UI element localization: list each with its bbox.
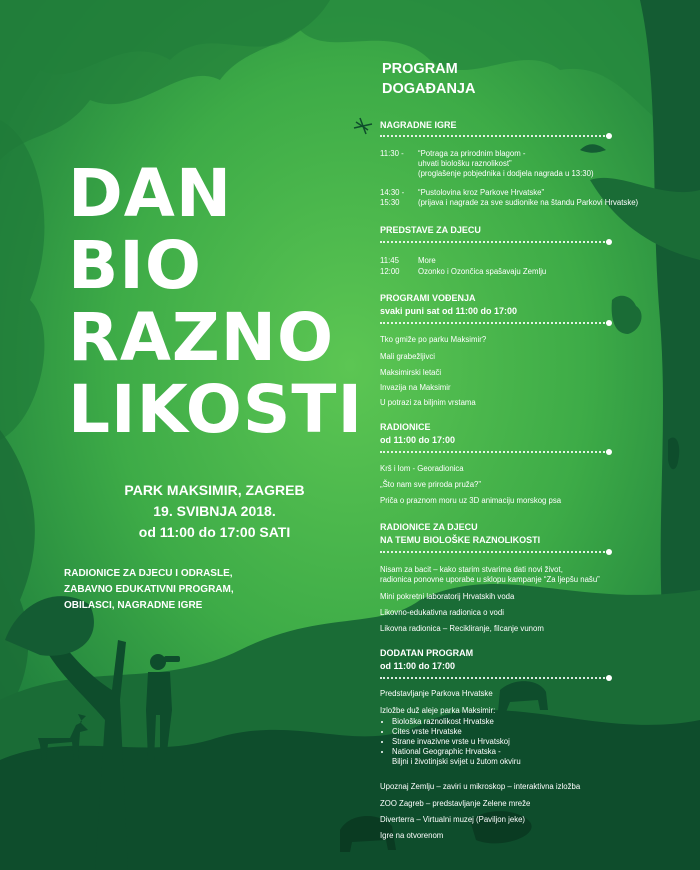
- item-line: Nisam za bacit – kako starim stvarima dati novi život,: [380, 565, 563, 574]
- program-heading-line: PROGRAM: [382, 61, 458, 77]
- section-divider: [380, 135, 608, 137]
- section-title: DODATAN PROGRAM: [380, 648, 474, 658]
- section-title: RADIONICE ZA DJECU: [380, 522, 478, 532]
- item-time: 12:00: [380, 267, 400, 276]
- list-item: Izložbe duž aleje parka Maksimir:: [380, 706, 496, 715]
- item-line: (proglašenje pobjednika i dodjela nagrada u 13:30): [418, 169, 594, 178]
- item-line: “Potraga za prirodnim blagom -: [418, 149, 526, 158]
- list-item: Invazija na Maksimir: [380, 383, 451, 392]
- section-divider: [380, 551, 608, 553]
- list-item: Maksimirski letači: [380, 368, 442, 377]
- item-line: “Pustolovina kroz Parkove Hrvatske”: [418, 188, 545, 197]
- list-item: Likovna radionica – Recikliranje, filcanje vunom: [380, 624, 544, 633]
- list-item: „Što nam sve priroda pruža?”: [380, 480, 481, 489]
- section-divider: [380, 677, 608, 679]
- item-time: 11:30 -: [380, 149, 404, 158]
- item-line: radionica ponovne uporabe u sklopu kampanje “Za ljepšu našu”: [380, 575, 600, 584]
- list-item: Tko gmiže po parku Maksimir?: [380, 335, 487, 344]
- section-subtitle: od 11:00 do 17:00: [380, 661, 456, 671]
- title-line: BIO: [68, 227, 202, 304]
- schedule-item: [380, 267, 546, 277]
- section-divider: [380, 241, 608, 243]
- event-location: PARK MAKSIMIR, ZAGREB: [124, 482, 305, 498]
- bullet-item: • Strane invazivne vrste u Hrvatskoj: [392, 737, 521, 747]
- bullet-item: • Cites vrste Hrvatske: [392, 727, 521, 737]
- list-item: Diverterra – Virtualni muzej (Paviljon jeke): [380, 815, 526, 824]
- bullet-item: • Biološka raznolikost Hrvatske: [392, 717, 521, 727]
- item-text: Ozonko i Ozončica spašavaju Zemlju: [418, 267, 547, 276]
- bullet-continuation: Biljni i životinjski svijet u žutom okviru: [392, 757, 521, 766]
- section-title: RADIONICE: [380, 422, 431, 432]
- list-item: Igre na otvorenom: [380, 831, 444, 840]
- bullet-list: [380, 717, 521, 767]
- program-heading: [382, 59, 475, 99]
- title-line: DAN: [68, 155, 233, 232]
- title-line: RAZNO: [68, 299, 335, 376]
- list-item: [380, 565, 600, 585]
- program-heading-line: DOGAĐANJA: [382, 81, 476, 97]
- list-item: Priča o praznom moru uz 3D animaciju morskog psa: [380, 496, 562, 505]
- item-line: (prijava i nagrade za sve sudionike na štandu Parkovi Hrvatske): [418, 198, 639, 207]
- item-time: 11:45: [380, 256, 399, 265]
- item-text: More: [418, 256, 436, 265]
- section-subtitle: svaki puni sat od 11:00 do 17:00: [380, 306, 518, 316]
- subtitle-line: ZABAVNO EDUKATIVNI PROGRAM,: [64, 584, 234, 595]
- item-text: [412, 188, 638, 208]
- list-item: Predstavljanje Parkova Hrvatske: [380, 689, 493, 698]
- subtitle-line: RADIONICE ZA DJECU I ODRASLE,: [64, 568, 233, 579]
- schedule-item: [380, 256, 436, 266]
- item-text: [412, 149, 594, 179]
- event-time: od 11:00 do 17:00 SATI: [138, 524, 291, 540]
- event-date: 19. SVIBNJA 2018.: [153, 503, 276, 519]
- section-divider: [380, 322, 608, 324]
- section-title: PREDSTAVE ZA DJECU: [380, 225, 481, 235]
- list-item: Mali grabežljivci: [380, 352, 436, 361]
- section-subtitle: NA TEMU BIOLOŠKE RAZNOLIKOSTI: [380, 535, 541, 545]
- bullet-item: • National Geographic Hrvatska -: [392, 747, 521, 757]
- list-item: Upoznaj Zemlju – zaviri u mikroskop – interaktivna izložba: [380, 782, 581, 791]
- list-item: U potrazi za biljnim vrstama: [380, 398, 476, 407]
- item-line: uhvati biološku raznolikost”: [418, 159, 512, 168]
- item-time: 14:30 - 15:30: [380, 188, 405, 207]
- section-divider: [380, 451, 608, 453]
- event-info: [72, 480, 357, 543]
- section-subtitle: od 11:00 do 17:00: [380, 435, 456, 445]
- section-title: NAGRADNE IGRE: [380, 120, 457, 130]
- list-item: Krš i lom - Georadionica: [380, 464, 464, 473]
- list-item: Likovno-edukativna radionica o vodi: [380, 608, 504, 617]
- list-item: Mini pokretni laboratorij Hrvatskih voda: [380, 592, 515, 601]
- event-subtitle: [64, 566, 234, 614]
- section-title: PROGRAMI VOĐENJA: [380, 293, 476, 303]
- list-item: ZOO Zagreb – predstavljanje Zelene mreže: [380, 799, 531, 808]
- event-title: [68, 155, 364, 448]
- schedule-item: [380, 149, 594, 179]
- title-line: LIKOSTI: [68, 371, 364, 448]
- subtitle-line: OBILASCI, NAGRADNE IGRE: [64, 600, 203, 611]
- schedule-item: [380, 188, 638, 208]
